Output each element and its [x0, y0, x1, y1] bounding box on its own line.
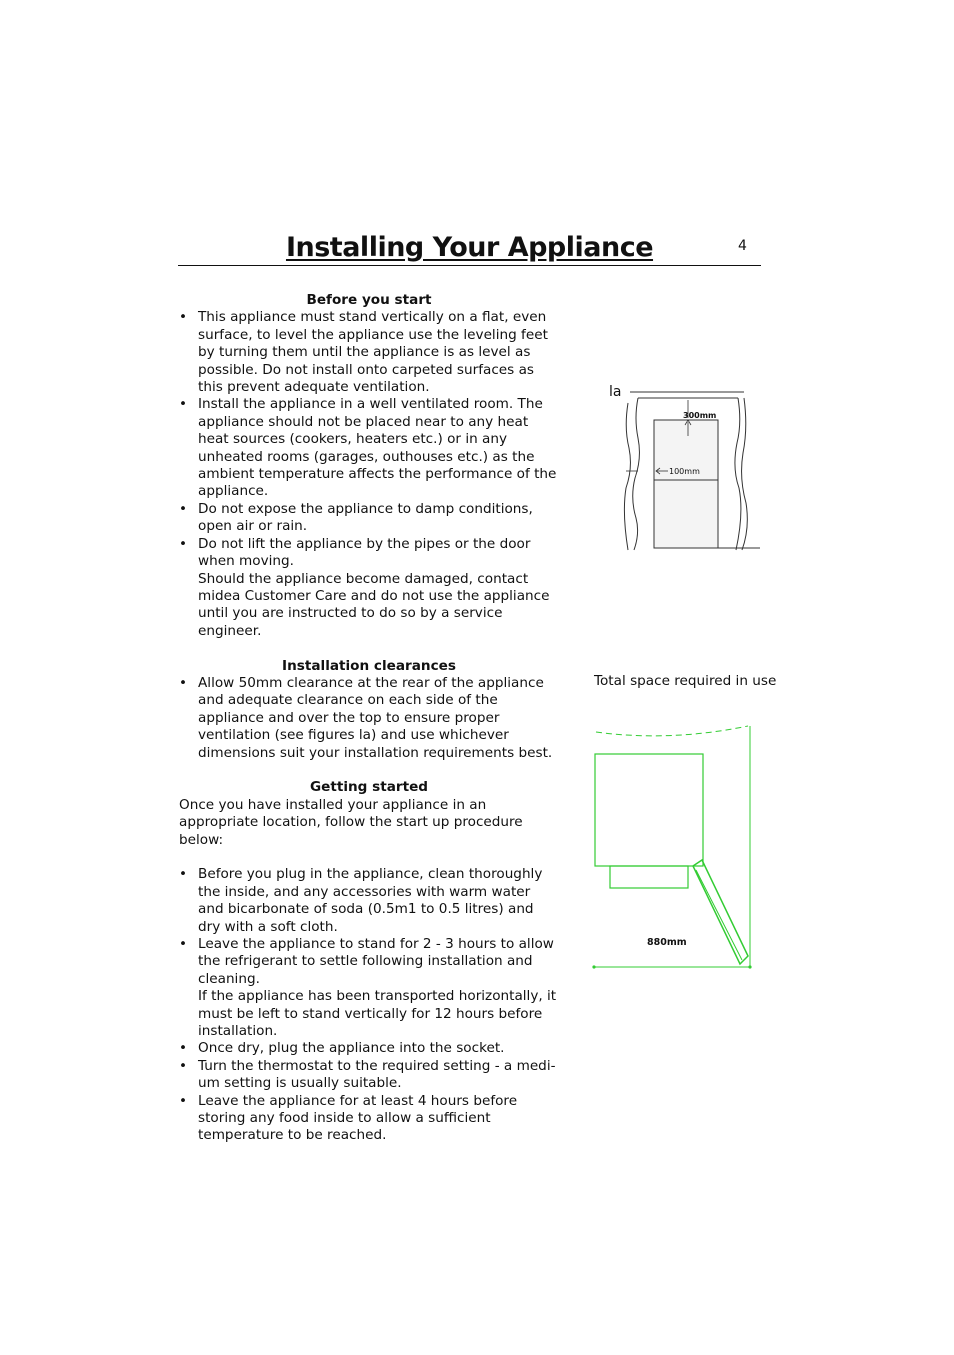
- transport-note: If the appliance has been transported horizontally, it must be left to stand vertically for 12 hours before installation.: [198, 988, 557, 1040]
- list-item: • Turn the thermostat to the required setting - a medi-um setting is usually suitable.: [179, 1058, 559, 1093]
- right-wall: [735, 398, 741, 550]
- list-item: • Do not expose the appliance to damp conditions, open air or rain.: [179, 501, 559, 536]
- figure-la-label: la: [609, 384, 622, 400]
- list-item: [179, 936, 559, 1040]
- list-item: • Leave the appliance for at least 4 hours before storing any food inside to allow a sufficient temperature to be reached.: [179, 1093, 559, 1145]
- figure-2-caption: Total space required in use: [594, 673, 777, 689]
- dashed-arc: [596, 726, 748, 736]
- section-heading-installation-clearances: Installation clearances: [282, 657, 456, 674]
- top-clearance-label: 300mm: [683, 411, 717, 420]
- right-wall-outer: [742, 398, 748, 550]
- fridge-top-view: [595, 754, 703, 866]
- getting-started-list: [179, 866, 559, 1145]
- width-label: 880mm: [647, 937, 687, 948]
- list-item-text: Do not lift the appliance by the pipes or the door when moving.: [198, 535, 531, 570]
- main-text-column: [179, 292, 559, 1145]
- clearance-diagram: [620, 388, 760, 553]
- section-heading-getting-started: Getting started: [309, 779, 429, 796]
- damage-note: Should the appliance become damaged, contact midea Customer Care and do not use the appliance until you are instructed to do so by a service engineer.: [198, 570, 550, 639]
- list-item-text: Leave the appliance to stand for 2 - 3 hours to allow the refrigerant to settle following installation and cleaning.: [198, 935, 554, 987]
- list-item: • Install the appliance in a well ventilated room. The appliance should not be placed near to any heat heat sources (cookers, heaters etc.) or in any unheated rooms (garages, outhouses etc.) as the ambient temperature affects the performance of the appliance.: [179, 396, 559, 500]
- list-item: • Before you plug in the appliance, clean thoroughly the inside, and any accessories with warm water and bicarbonate of soda (0.5m1 to 0.5 litres) and dry with a soft cloth.: [179, 866, 559, 936]
- installation-clearances-list: [179, 675, 559, 762]
- before-you-start-list: [179, 309, 559, 640]
- fridge-body: [654, 420, 718, 548]
- list-item: • Allow 50mm clearance at the rear of the appliance and adequate clearance on each side of the appliance and over the top to ensure proper ventilation (see figures la) and use whichever dimensions suit your installation requirements best.: [179, 675, 559, 762]
- left-wall-outer: [624, 403, 630, 550]
- list-item: • Once dry, plug the appliance into the socket.: [179, 1040, 559, 1057]
- open-door: [693, 860, 748, 964]
- page-number: 4: [738, 238, 747, 254]
- getting-started-intro: Once you have installed your appliance in an appropriate location, follow the start up procedure below:: [179, 796, 523, 848]
- left-wall: [633, 398, 640, 550]
- title-rule: [178, 265, 761, 266]
- side-clearance-label: 100mm: [669, 467, 700, 476]
- door-opening-diagram: [590, 720, 755, 975]
- list-item: • This appliance must stand vertically on a flat, even surface, to level the appliance use the leveling feet by turning them until the appliance is as level as possible. Do not install onto carpeted surfaces as this prevent adequate ventilation.: [179, 309, 559, 396]
- fridge-base: [610, 866, 688, 888]
- section-heading-before-you-start: Before you start: [306, 292, 432, 308]
- page-title: Installing Your Appliance: [285, 232, 654, 263]
- list-item: [179, 536, 559, 640]
